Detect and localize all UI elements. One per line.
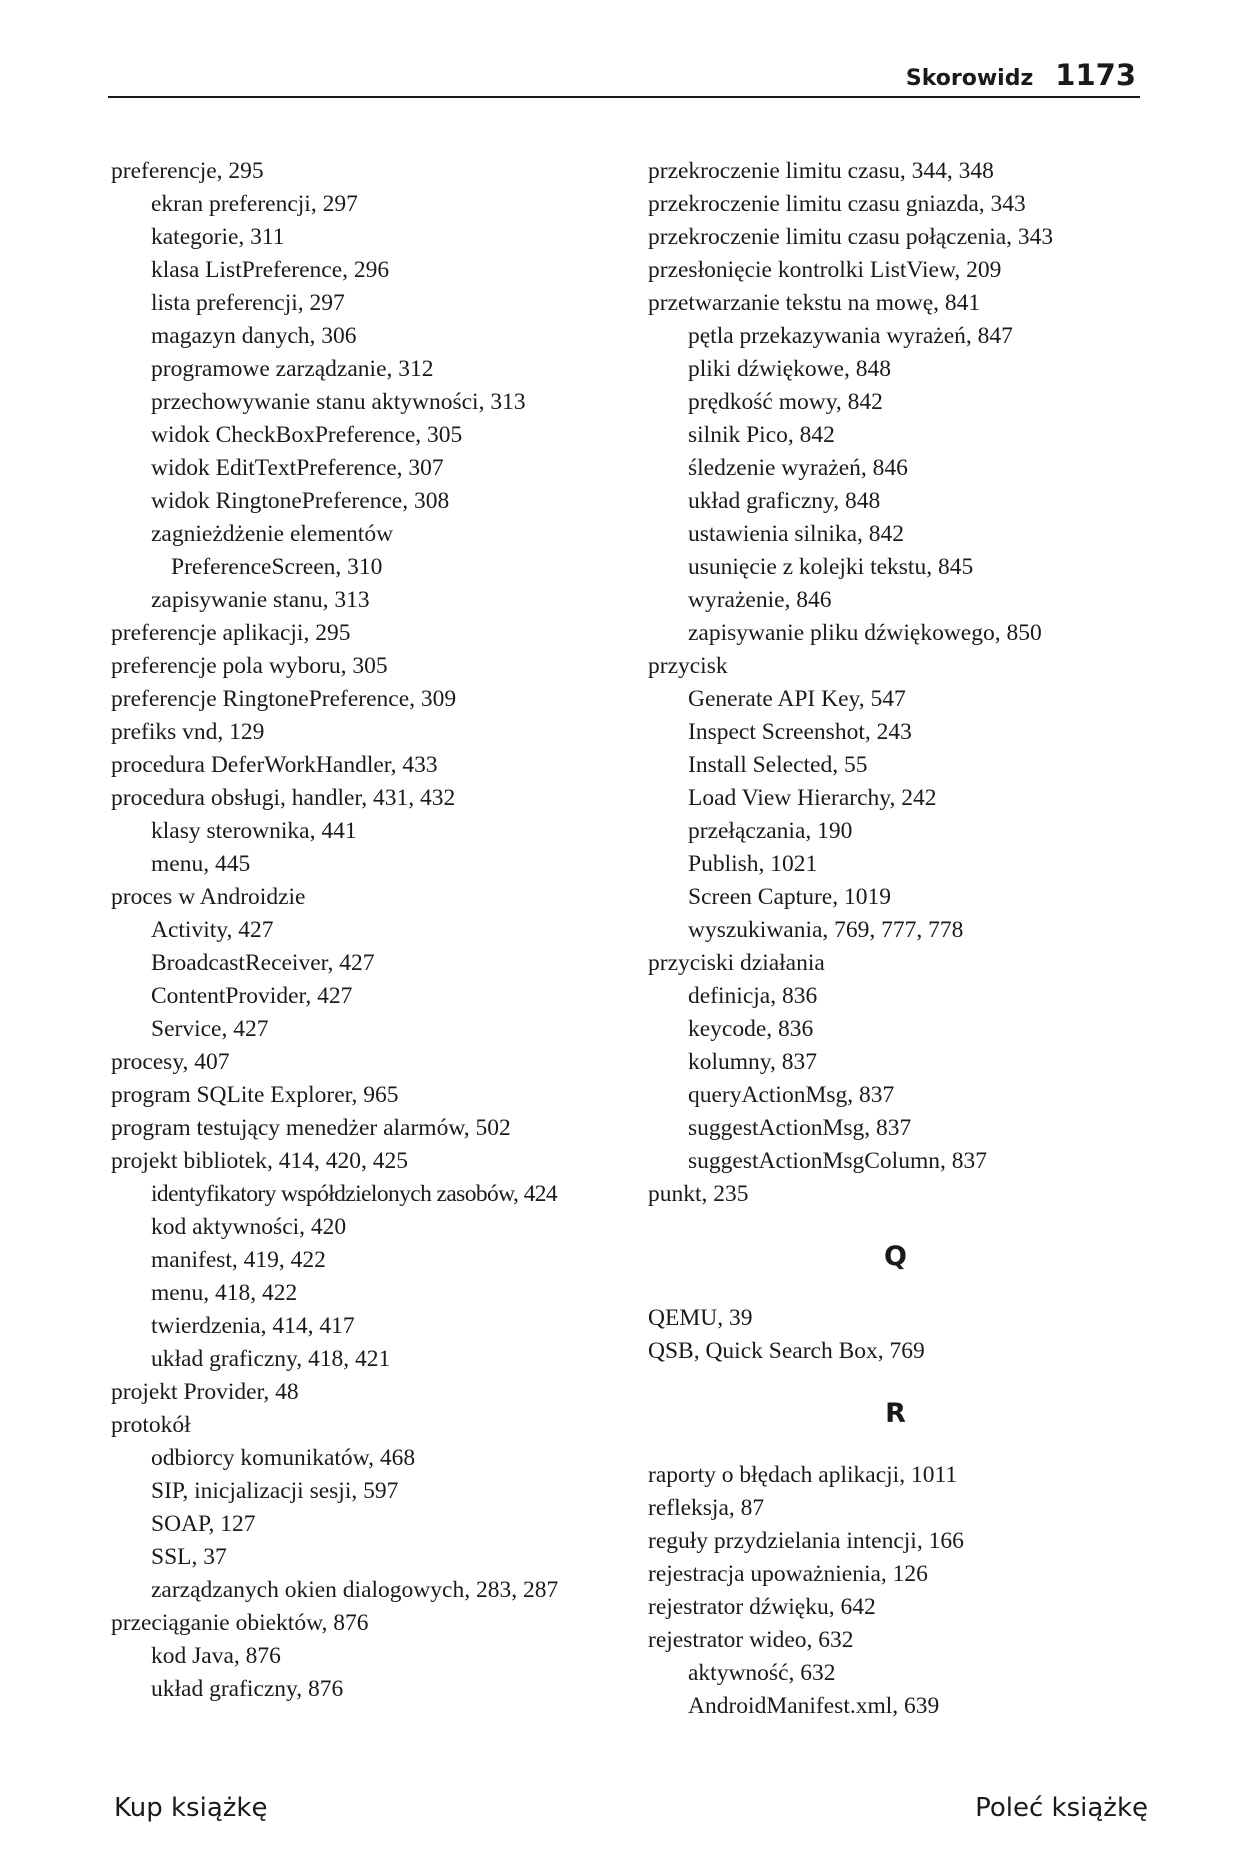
index-subentry: ustawienia silnika, 842 (688, 521, 905, 547)
index-entry: prefiks vnd, 129 (111, 719, 265, 745)
index-subentry: klasy sterownika, 441 (151, 818, 357, 844)
index-entry: QSB, Quick Search Box, 769 (648, 1338, 925, 1364)
index-subentry: suggestActionMsgColumn, 837 (688, 1148, 987, 1174)
index-subentry: układ graficzny, 848 (688, 488, 881, 514)
index-entry: preferencje RingtonePreference, 309 (111, 686, 457, 712)
index-subentry: usunięcie z kolejki tekstu, 845 (688, 554, 974, 580)
index-entry: przekroczenie limitu czasu, 344, 348 (648, 158, 994, 184)
running-header (108, 58, 1140, 98)
index-entry: przesłonięcie kontrolki ListView, 209 (648, 257, 1002, 283)
index-subentry: Activity, 427 (151, 917, 274, 943)
index-entry: rejestrator wideo, 632 (648, 1627, 854, 1653)
index-subentry: przełączania, 190 (688, 818, 853, 844)
index-subentry: Load View Hierarchy, 242 (688, 785, 937, 811)
index-subentry: śledzenie wyrażeń, 846 (688, 455, 908, 481)
index-subentry: identyfikatory współdzielonych zasobów, 424 (151, 1181, 558, 1207)
index-subentry: ContentProvider, 427 (151, 983, 353, 1009)
index-subentry: kod Java, 876 (151, 1643, 281, 1669)
index-subentry: SIP, inicjalizacji sesji, 597 (151, 1478, 399, 1504)
index-subentry: widok RingtonePreference, 308 (151, 488, 450, 514)
index-entry: procedura obsługi, handler, 431, 432 (111, 785, 456, 811)
index-subentry: Generate API Key, 547 (688, 686, 906, 712)
index-subentry: prędkość mowy, 842 (688, 389, 883, 415)
index-subentry: menu, 445 (151, 851, 251, 877)
index-subentry: silnik Pico, 842 (688, 422, 835, 448)
index-entry: procedura DeferWorkHandler, 433 (111, 752, 438, 778)
index-subentry: AndroidManifest.xml, 639 (688, 1693, 940, 1719)
index-subentry: lista preferencji, 297 (151, 290, 345, 316)
index-subentry: definicja, 836 (688, 983, 818, 1009)
index-subentry: queryActionMsg, 837 (688, 1082, 895, 1108)
running-header-content (906, 58, 1136, 92)
index-entry: refleksja, 87 (648, 1495, 765, 1521)
index-entry: projekt bibliotek, 414, 420, 425 (111, 1148, 408, 1174)
index-subentry: zapisywanie pliku dźwiękowego, 850 (688, 620, 1042, 646)
header-title: Skorowidz (905, 66, 1034, 91)
index-column-right (648, 155, 1148, 1723)
index-subentry: klasa ListPreference, 296 (151, 257, 390, 283)
index-subentry: widok CheckBoxPreference, 305 (151, 422, 463, 448)
index-subentry: PreferenceScreen, 310 (171, 554, 383, 580)
page-number: 1173 (1055, 58, 1136, 92)
index-subentry: pętla przekazywania wyrażeń, 847 (688, 323, 1013, 349)
index-subentry: przechowywanie stanu aktywności, 313 (151, 389, 526, 415)
index-entry: raporty o błędach aplikacji, 1011 (648, 1462, 958, 1488)
index-entry: reguły przydzielania intencji, 166 (648, 1528, 964, 1554)
index-subentry: zapisywanie stanu, 313 (151, 587, 370, 613)
index-subentry: magazyn danych, 306 (151, 323, 357, 349)
index-subentry: keycode, 836 (688, 1016, 814, 1042)
index-subentry: pliki dźwiękowe, 848 (688, 356, 891, 382)
index-subentry: Screen Capture, 1019 (688, 884, 891, 910)
index-entry: przekroczenie limitu czasu połączenia, 343 (648, 224, 1054, 250)
index-subentry: programowe zarządzanie, 312 (151, 356, 434, 382)
index-subentry: zarządzanych okien dialogowych, 283, 287 (151, 1577, 559, 1603)
index-subentry: BroadcastReceiver, 427 (151, 950, 375, 976)
index-subentry: zagnieżdżenie elementów (151, 521, 394, 547)
index-subentry: wyszukiwania, 769, 777, 778 (688, 917, 964, 943)
index-subentry: suggestActionMsg, 837 (688, 1115, 912, 1141)
index-subentry: Service, 427 (151, 1016, 269, 1042)
index-column-left (111, 155, 621, 1706)
index-subentry: SSL, 37 (151, 1544, 227, 1570)
index-subentry: Install Selected, 55 (688, 752, 868, 778)
index-subentry: kolumny, 837 (688, 1049, 818, 1075)
section-letter: R (885, 1398, 906, 1429)
buy-book-link[interactable]: Kup książkę (114, 1793, 268, 1823)
index-entry: punkt, 235 (648, 1181, 749, 1207)
index-entry: proces w Androidzie (111, 884, 306, 910)
index-entry: przekroczenie limitu czasu gniazda, 343 (648, 191, 1026, 217)
index-entry: rejestracja upoważnienia, 126 (648, 1561, 928, 1587)
index-subentry: ekran preferencji, 297 (151, 191, 358, 217)
index-entry: przeciąganie obiektów, 876 (111, 1610, 369, 1636)
index-subentry: wyrażenie, 846 (688, 587, 832, 613)
index-entry: przetwarzanie tekstu na mowę, 841 (648, 290, 981, 316)
index-subentry: układ graficzny, 418, 421 (151, 1346, 391, 1372)
index-subentry: Publish, 1021 (688, 851, 818, 877)
index-entry: preferencje aplikacji, 295 (111, 620, 351, 646)
index-entry: QEMU, 39 (648, 1305, 753, 1331)
index-subentry: SOAP, 127 (151, 1511, 256, 1537)
index-entry: program SQLite Explorer, 965 (111, 1082, 399, 1108)
index-subentry: układ graficzny, 876 (151, 1676, 344, 1702)
index-entry: przyciski działania (648, 950, 825, 976)
index-subentry: aktywność, 632 (688, 1660, 836, 1686)
index-subentry: odbiorcy komunikatów, 468 (151, 1445, 416, 1471)
index-subentry: kategorie, 311 (151, 224, 285, 250)
index-subentry: Inspect Screenshot, 243 (688, 719, 912, 745)
index-subentry: kod aktywności, 420 (151, 1214, 347, 1240)
index-subentry: manifest, 419, 422 (151, 1247, 326, 1273)
index-entry: rejestrator dźwięku, 642 (648, 1594, 876, 1620)
section-letter: Q (884, 1241, 907, 1272)
index-subentry: widok EditTextPreference, 307 (151, 455, 444, 481)
index-subentry: menu, 418, 422 (151, 1280, 298, 1306)
index-entry: procesy, 407 (111, 1049, 230, 1075)
index-entry: protokół (111, 1412, 191, 1438)
index-subentry: twierdzenia, 414, 417 (151, 1313, 355, 1339)
recommend-book-link[interactable]: Poleć książkę (975, 1793, 1148, 1823)
index-entry: preferencje pola wyboru, 305 (111, 653, 388, 679)
index-entry: przycisk (648, 653, 728, 679)
index-entry: program testujący menedżer alarmów, 502 (111, 1115, 511, 1141)
index-entry: preferencje, 295 (111, 158, 264, 184)
index-entry: projekt Provider, 48 (111, 1379, 299, 1405)
